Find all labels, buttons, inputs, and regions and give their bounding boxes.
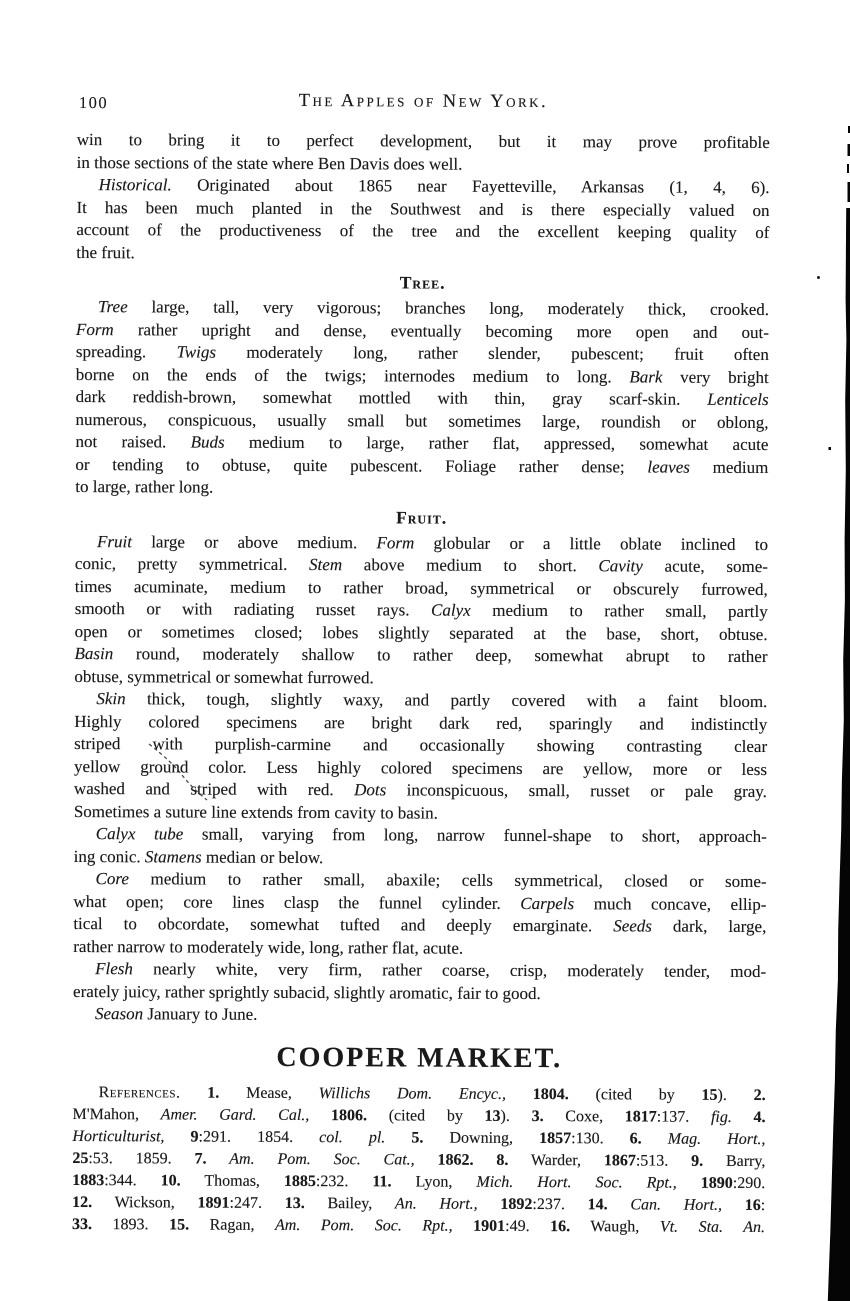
- text-line: [76, 196, 769, 222]
- text-run: acute, some-: [642, 556, 768, 577]
- text-line: [75, 453, 768, 479]
- text-run: [453, 1217, 474, 1234]
- text-run: [206, 1150, 229, 1167]
- text-run: thick, tough, slightly waxy, and partly covered with a faint bloom.: [125, 689, 768, 712]
- text-run: dark, large,: [651, 916, 767, 937]
- bold-text: 1867: [603, 1151, 636, 1169]
- text-run: very bright: [662, 367, 769, 387]
- italic-text: leaves: [647, 456, 690, 477]
- text-run: [506, 1085, 533, 1102]
- page-content: [72, 90, 770, 1239]
- text-line: [73, 935, 766, 961]
- bold-text: 14.: [587, 1195, 608, 1213]
- text-line: [77, 129, 770, 155]
- text-run: win to bring it to perfect development, but it may prove profitable: [76, 129, 770, 153]
- text-run: Coxe,: [543, 1107, 625, 1125]
- italic-text: Seeds: [613, 916, 652, 936]
- text-line: [76, 363, 769, 389]
- text-line: [72, 1147, 765, 1172]
- bold-text: 4.: [753, 1108, 766, 1126]
- text-run: to large, rather long.: [75, 476, 214, 497]
- text-run: It has been much planted in the Southwest and is there especially valued on: [76, 197, 770, 220]
- text-run: large, tall, very vigorous; branches long, moderately thick, crooked.: [127, 297, 770, 320]
- text-run: :49.: [505, 1217, 551, 1235]
- text-run: :137.: [656, 1108, 712, 1126]
- text-run: globular or a little oblate inclined to: [414, 532, 769, 554]
- text-line: [74, 643, 767, 669]
- bold-text: 6.: [629, 1129, 642, 1147]
- text-line: [73, 1003, 766, 1029]
- text-run: Thomas,: [180, 1171, 284, 1190]
- bold-text: 1857: [539, 1129, 572, 1147]
- text-run: yellow ground color. Less highly colored specimens are yellow, more or less: [74, 756, 768, 779]
- text-line: [74, 800, 767, 826]
- text-run: 1893.: [92, 1215, 170, 1233]
- bold-text: 1817: [624, 1107, 657, 1126]
- italic-text: Calyx: [431, 600, 471, 620]
- bold-text: 33.: [72, 1215, 93, 1233]
- italic-text: Twigs: [176, 342, 217, 362]
- italic-text: Core: [95, 869, 129, 889]
- bold-text: 1891: [197, 1194, 230, 1212]
- bold-text: 25: [72, 1149, 89, 1167]
- text-run: [309, 1107, 331, 1124]
- text-run: Wickson,: [92, 1193, 198, 1212]
- italic-text: Stamens: [144, 846, 202, 867]
- bold-text: 16.: [550, 1217, 571, 1235]
- italic-text: Season: [94, 1004, 144, 1024]
- paragraph-flesh: [73, 958, 766, 1006]
- italic-text: fig.: [710, 1108, 732, 1126]
- text-run: nearly white, very firm, rather coarse, crisp, moderately tender, mod-: [132, 959, 767, 982]
- italic-text: Basin: [74, 643, 114, 664]
- italic-text: Am. Pom. Soc. Rpt.,: [275, 1216, 453, 1235]
- text-line: [74, 688, 767, 714]
- text-run: Waugh,: [570, 1217, 660, 1236]
- text-run: large or above medium.: [131, 531, 377, 552]
- text-run: rather upright and dense, eventually becoming more open and out-: [113, 319, 769, 342]
- text-run: Ragan,: [189, 1216, 276, 1234]
- text-line: [74, 778, 767, 804]
- text-run: Warder,: [508, 1151, 604, 1169]
- bold-text: 2.: [753, 1086, 766, 1104]
- text-line: [76, 318, 769, 344]
- italic-text: Can. Hort.,: [630, 1195, 723, 1214]
- italic-text: Willichs Dom. Encyc.,: [318, 1084, 507, 1103]
- italic-text: Form: [376, 532, 415, 552]
- text-run: Bailey,: [304, 1194, 395, 1212]
- italic-text: Tree: [98, 297, 128, 317]
- text-run: in those sections of the state where Ben Davis does well.: [76, 152, 463, 174]
- bold-text: 13: [484, 1107, 501, 1125]
- paragraph-fruit: [74, 530, 768, 691]
- section-heading-fruit: Fruit.: [396, 506, 448, 528]
- text-run: conic, pretty symmetrical.: [74, 553, 310, 575]
- page-body: [72, 129, 770, 1239]
- italic-text: Skin: [96, 689, 126, 709]
- text-run: [385, 1129, 411, 1146]
- text-line: [76, 341, 769, 367]
- ink-speck: [817, 276, 820, 279]
- bold-text: 7.: [194, 1150, 207, 1168]
- text-run: erately juicy, rather sprightly subacid, slightly aromatic, fair to good.: [73, 981, 541, 1003]
- bold-text: 16: [744, 1196, 761, 1214]
- text-run: :53. 1859.: [88, 1149, 195, 1168]
- smallcaps-text: References.: [98, 1083, 181, 1101]
- text-line: [72, 1191, 765, 1216]
- bold-text: 1892: [500, 1195, 533, 1213]
- text-run: round, moderately shallow to rather deep, somewhat abrupt to rather: [113, 644, 768, 667]
- text-line: [75, 431, 768, 457]
- text-run: January to June.: [143, 1004, 258, 1024]
- text-run: [608, 1196, 631, 1213]
- text-line: [74, 710, 767, 736]
- text-run: smooth or with radiating russet rays.: [74, 598, 432, 620]
- text-run: Highly colored specimens are bright dark red, sparingly and indistinctly: [74, 711, 768, 734]
- paragraph-historical: [76, 174, 769, 267]
- text-run: tical to obcordate, somewhat tufted and deeply emarginate.: [73, 913, 614, 936]
- text-run: [478, 1195, 501, 1212]
- italic-text: Mag. Hort.,: [667, 1130, 766, 1148]
- text-run: times acuminate, medium to rather broad, symmetrical or obscurely furrowed,: [74, 576, 768, 599]
- text-run: ).: [717, 1086, 754, 1104]
- text-run: dark reddish-brown, somewhat mottled with thin, gray scarf-skin.: [75, 386, 708, 409]
- text-run: account of the productiveness of the tree and the excellent keeping quality of: [76, 219, 770, 243]
- text-line: [74, 845, 767, 871]
- text-run: spreading.: [75, 341, 177, 362]
- italic-text: Flesh: [95, 959, 133, 979]
- text-line: [75, 476, 768, 502]
- paragraph-core: [73, 868, 766, 961]
- text-run: [642, 1130, 668, 1147]
- italic-text: Am. Pom. Soc. Cat.,: [229, 1150, 415, 1168]
- text-line: [73, 980, 766, 1006]
- text-run: obtuse, symmetrical or somewhat furrowed.: [74, 666, 374, 687]
- text-run: median or below.: [201, 847, 324, 867]
- text-run: medium: [689, 457, 769, 477]
- text-run: [415, 1151, 438, 1168]
- bold-text: 1883: [72, 1171, 105, 1189]
- bold-text: 9.: [691, 1152, 704, 1170]
- text-run: :237.: [532, 1195, 588, 1213]
- bold-text: 5.: [411, 1128, 424, 1147]
- text-run: above medium to short.: [342, 555, 599, 576]
- text-line: [76, 296, 769, 322]
- text-line: [73, 958, 766, 984]
- text-run: inconspicuous, small, russet or pale gray.: [386, 780, 768, 802]
- bold-text: 1885: [283, 1172, 316, 1190]
- text-line: [72, 1169, 765, 1194]
- variety-heading-cooper-market: COOPER MARKET.: [276, 1041, 563, 1074]
- section-heading-tree: Tree.: [399, 272, 446, 293]
- italic-text: Form: [75, 319, 114, 339]
- paragraph-skin: [74, 688, 768, 826]
- text-run: numerous, conspicuous, usually small but sometimes large, roundish or oblong,: [75, 409, 769, 432]
- text-line: [75, 553, 768, 579]
- text-run: [164, 1128, 190, 1145]
- text-run: not raised.: [75, 431, 191, 452]
- italic-text: Dots: [354, 780, 387, 800]
- bold-text: 1890: [700, 1174, 733, 1192]
- bold-text: 1901: [473, 1217, 506, 1235]
- bold-text: 12.: [72, 1193, 93, 1211]
- text-run: medium to large, rather flat, appressed, somewhat acute: [224, 432, 769, 455]
- paragraph-references: [72, 1081, 766, 1238]
- italic-text: Bark: [629, 366, 663, 387]
- text-run: Barry,: [703, 1152, 766, 1170]
- text-run: [474, 1151, 497, 1168]
- text-run: medium to rather small, partly: [470, 600, 768, 622]
- text-run: striped with purplish-carmine and occasionally showing contrasting clear: [74, 733, 768, 757]
- text-line: [76, 241, 769, 267]
- text-run: Lyon,: [391, 1172, 477, 1191]
- text-run: Mease,: [219, 1084, 319, 1102]
- bold-text: 3.: [531, 1107, 544, 1125]
- text-line: [74, 823, 767, 849]
- text-line: [76, 386, 769, 412]
- text-run: Sometimes a suture line extends from cavity to basin.: [73, 801, 438, 823]
- text-run: :247.: [229, 1194, 285, 1212]
- text-run: :130.: [571, 1129, 630, 1147]
- text-run: [732, 1108, 754, 1125]
- text-run: rather narrow to moderately wide, long, rather flat, acute.: [73, 936, 464, 958]
- italic-text: Cavity: [598, 556, 643, 576]
- text-line: [73, 890, 766, 916]
- text-line: [72, 1213, 765, 1238]
- text-run: what open; core lines clasp the funnel cylinder.: [73, 891, 521, 913]
- bold-text: 10.: [160, 1171, 181, 1189]
- page-number: 100: [78, 93, 109, 113]
- text-run: M'Mahon,: [72, 1105, 161, 1123]
- text-line: [75, 530, 768, 556]
- text-run: :513.: [635, 1151, 692, 1170]
- running-title: The Apples of New York.: [298, 90, 549, 113]
- text-line: [75, 620, 768, 646]
- bold-text: 9: [190, 1128, 199, 1146]
- bold-text: 1862.: [437, 1151, 474, 1169]
- text-run: Downing,: [423, 1129, 540, 1147]
- text-run: :232.: [315, 1172, 373, 1190]
- text-run: [180, 1084, 207, 1101]
- italic-text: col. pl.: [319, 1128, 386, 1146]
- text-run: ing conic.: [73, 846, 145, 866]
- italic-text: Carpels: [520, 893, 575, 913]
- text-line: [73, 913, 766, 939]
- bold-text: 15: [701, 1086, 718, 1104]
- text-line: [77, 174, 770, 200]
- italic-text: Horticulturist,: [72, 1127, 165, 1145]
- text-line: [76, 408, 769, 434]
- bold-text: 8.: [496, 1151, 509, 1169]
- text-line: [72, 1103, 765, 1128]
- text-run: :344.: [104, 1171, 161, 1189]
- text-run: small, varying from long, narrow funnel-shape to short, approach-: [183, 824, 767, 847]
- text-run: or tending to obtuse, quite pubescent. Foliage rather dense;: [75, 454, 648, 476]
- text-run: (cited by: [568, 1085, 702, 1104]
- bold-text: 1806.: [330, 1106, 368, 1124]
- text-line: [74, 665, 767, 691]
- text-run: borne on the ends of the twigs; internodes medium to long.: [75, 364, 630, 386]
- text-line: [73, 1081, 766, 1106]
- italic-text: Lenticels: [707, 389, 769, 410]
- bold-text: 15.: [169, 1215, 190, 1233]
- text-run: washed and striped with red.: [73, 778, 355, 800]
- italic-text: Calyx tube: [95, 824, 184, 844]
- bold-text: 1.: [207, 1084, 220, 1102]
- bold-text: 11.: [372, 1172, 392, 1190]
- text-line: [76, 219, 769, 245]
- text-line: [74, 755, 767, 781]
- text-run: ).: [500, 1107, 532, 1125]
- text-run: (cited by: [366, 1106, 485, 1125]
- paragraph-season: [73, 1003, 766, 1029]
- bold-text: 13.: [284, 1194, 305, 1212]
- italic-text: Buds: [190, 432, 225, 452]
- running-header: [77, 90, 770, 119]
- paragraph-continuation: [77, 129, 770, 177]
- italic-text: Vt. Sta. An.: [659, 1218, 766, 1236]
- text-run: Originated about 1865 near Fayetteville, Arkansas (1, 4, 6).: [171, 175, 770, 198]
- text-run: :291. 1854.: [198, 1128, 320, 1146]
- text-run: :: [760, 1196, 766, 1214]
- paragraph-calyx-tube: [74, 823, 767, 871]
- paragraph-tree: [75, 296, 769, 502]
- italic-text: Amer. Gard. Cal.,: [160, 1105, 310, 1124]
- bold-text: 1804.: [532, 1085, 569, 1103]
- italic-text: An. Hort.,: [394, 1194, 478, 1213]
- text-run: the fruit.: [76, 242, 135, 262]
- italic-text: Stem: [309, 555, 343, 575]
- text-run: much concave, ellip-: [574, 893, 767, 914]
- text-run: open or sometimes closed; lobes slightly separated at the base, short, obtuse.: [74, 621, 768, 644]
- text-run: moderately long, rather slender, pubescent; fruit often: [215, 342, 769, 365]
- text-line: [75, 575, 768, 601]
- italic-text: Mich. Hort. Soc. Rpt.,: [476, 1173, 677, 1192]
- text-run: [722, 1196, 745, 1213]
- text-line: [74, 868, 767, 894]
- text-line: [72, 1125, 765, 1150]
- text-line: [74, 733, 767, 759]
- italic-text: Fruit: [96, 531, 133, 551]
- italic-text: Historical.: [98, 175, 172, 195]
- text-line: [75, 598, 768, 624]
- text-line: [77, 151, 770, 177]
- text-run: medium to rather small, abaxile; cells symmetrical, closed or some-: [128, 869, 767, 892]
- text-run: [677, 1174, 701, 1191]
- text-run: :290.: [732, 1174, 766, 1192]
